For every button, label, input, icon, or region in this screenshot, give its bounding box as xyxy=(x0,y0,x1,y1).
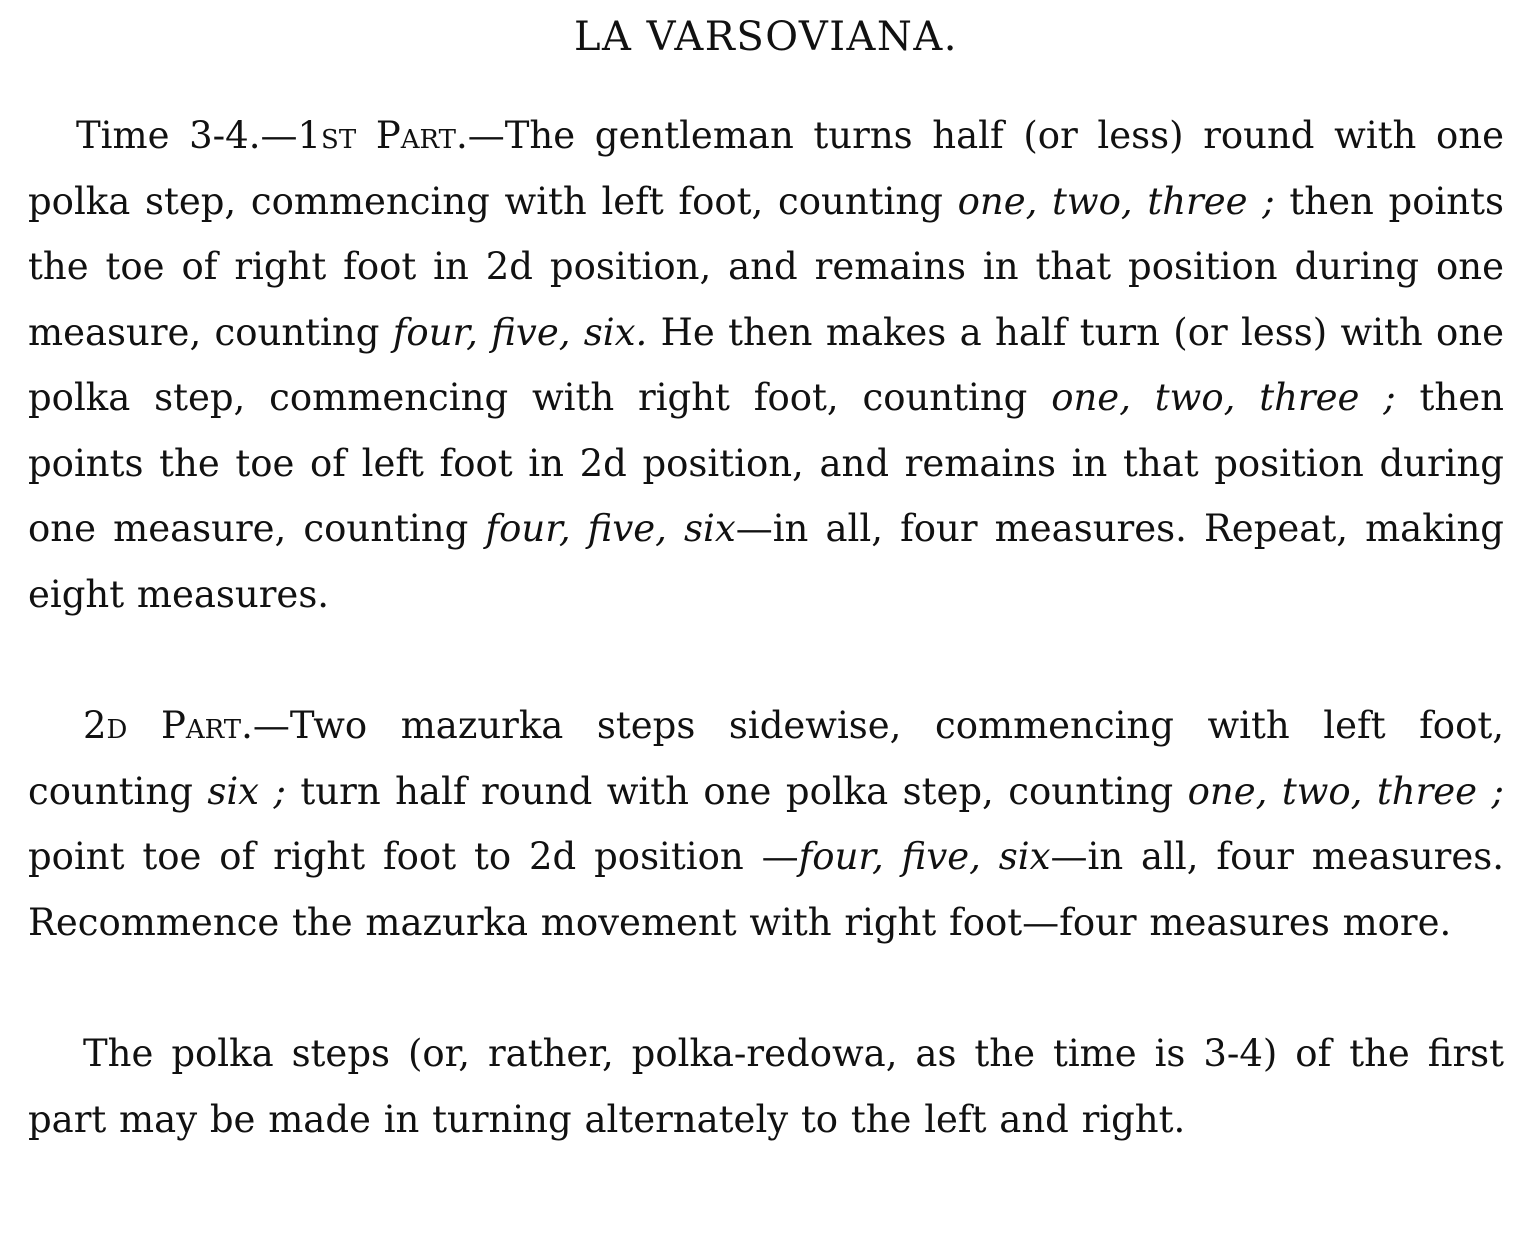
italic-count-text: one, two, three ; xyxy=(957,179,1275,223)
body-text: —in all, four measures. Recommence the mazurka movement with right foot—four measures more. xyxy=(28,835,1504,944)
time-signature: Time 3-4.— xyxy=(76,114,298,157)
paragraph-body xyxy=(28,114,1504,616)
body-text: —in all, four measures. Repeat, making eight measures. xyxy=(28,507,1504,616)
section-heading-first-part: 1st Part. xyxy=(297,114,468,157)
body-text: then points the toe of right foot in 2d position, and remains in that position during one measure, counting xyxy=(28,179,1504,354)
body-text: The polka steps (or, rather, polka-redowa, as the time is 3-4) of the first part may be made in turning alternately to the left and right. xyxy=(28,1032,1504,1141)
section-heading-second-part: 2d Part. xyxy=(83,704,253,747)
paragraph-first-part xyxy=(28,103,1504,627)
italic-count-text: one, two, three ; xyxy=(1051,376,1396,419)
italic-count-text: six ; xyxy=(207,769,286,813)
italic-count-text: four, five, six xyxy=(798,835,1051,878)
body-text: point toe of right foot to 2d position — xyxy=(28,835,799,878)
body-text: turn half round with one polka step, counting xyxy=(285,769,1188,813)
paragraph-second-part xyxy=(28,693,1504,955)
page-title: LA VARSOVIANA. xyxy=(573,14,958,60)
italic-count-text: four, five, six xyxy=(485,507,736,550)
document-page xyxy=(28,0,1504,1241)
italic-count-text: four, five, six. xyxy=(392,310,648,354)
body-text: He then makes a half turn (or less) with one polka step, commencing with right foot, counting xyxy=(28,310,1504,419)
body-text: —The gentleman turns half (or less) round with one polka step, commencing with left foot, counting xyxy=(28,114,1504,223)
paragraph-note xyxy=(28,1021,1504,1152)
paragraph-body xyxy=(28,1032,1504,1141)
body-text: then points the toe of left foot in 2d position, and remains in that position during one measure, counting xyxy=(28,376,1504,550)
italic-count-text: one, two, three ; xyxy=(1187,769,1504,813)
body-text: —Two mazurka steps sidewise, commencing with left foot, counting xyxy=(28,704,1504,813)
